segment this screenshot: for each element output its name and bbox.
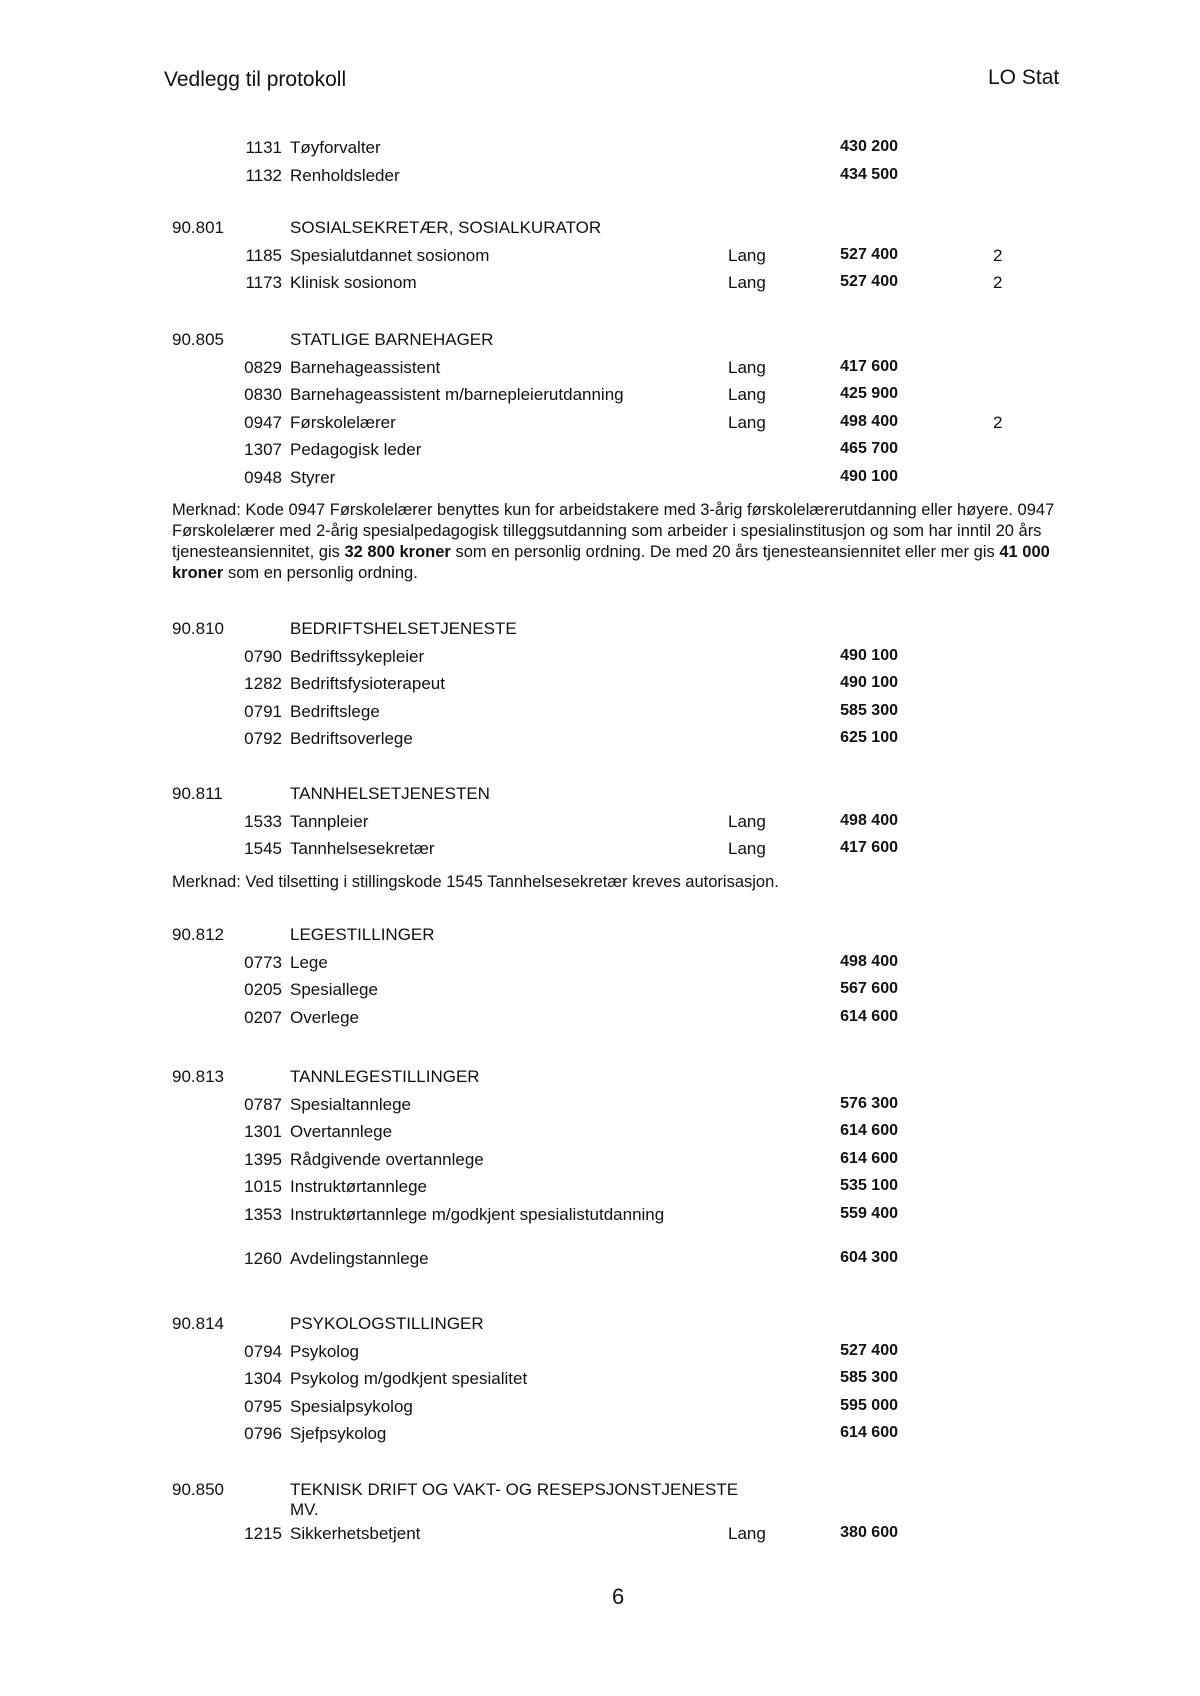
job-title: Tøyforvalter xyxy=(290,138,381,157)
job-code: 0796 xyxy=(244,1424,282,1443)
job-code: 0791 xyxy=(244,701,282,721)
table-row xyxy=(0,1008,1200,1036)
salary-amount: 559 400 xyxy=(840,1204,898,1222)
table-row xyxy=(0,1342,1200,1370)
salary-amount: 417 600 xyxy=(840,839,898,856)
salary-amount: 585 300 xyxy=(840,701,898,719)
salary-amount: 614 600 xyxy=(840,1122,898,1139)
section-header xyxy=(0,218,1200,246)
job-title: Pedagogisk leder xyxy=(290,440,422,459)
job-code: 1353 xyxy=(244,1204,282,1224)
table-row xyxy=(0,440,1200,468)
salary-amount: 498 400 xyxy=(840,952,898,970)
salary-amount: 425 900 xyxy=(840,385,898,402)
section-block xyxy=(0,1067,1200,1276)
job-title: Førskolelærer xyxy=(290,412,396,432)
section-title: LEGESTILLINGER xyxy=(290,925,435,944)
job-code: 0790 xyxy=(244,646,282,666)
salary-amount: 527 400 xyxy=(840,245,898,263)
pay-type: Lang xyxy=(728,412,766,432)
note-text-1: Merknad: Kode 0947 Førskolelærer benyttes kun for arbeidstakere med 3-årig førskolelærerutdanning eller høyere. 0947 Førskolelærer med 2-årig spesialpedagogisk tilleggsutdanning som arbeider i spesialinstitusjon og som har inntil 20 års tjenesteansiennitet, gis xyxy=(172,501,1055,561)
table-row xyxy=(0,1524,1200,1552)
job-title: Overlege xyxy=(290,1007,359,1027)
job-title: Spesialutdannet sosionom xyxy=(290,245,490,265)
job-code: 1132 xyxy=(245,165,282,185)
section-code: 90.814 xyxy=(172,1314,224,1333)
section-code: 90.810 xyxy=(172,619,224,638)
job-code: 1304 xyxy=(244,1369,282,1388)
salary-amount: 535 100 xyxy=(840,1177,898,1194)
table-row xyxy=(0,953,1200,981)
job-code: 0947 xyxy=(244,412,282,432)
job-title: Instruktørtannlege m/godkjent spesialistutdanning xyxy=(290,1204,665,1224)
job-code: 1282 xyxy=(244,674,282,693)
salary-amount: 490 100 xyxy=(840,646,898,664)
salary-amount: 595 000 xyxy=(840,1396,898,1414)
job-code: 1307 xyxy=(244,440,282,459)
table-row xyxy=(0,812,1200,840)
salary-amount: 434 500 xyxy=(840,165,898,183)
salary-amount: 498 400 xyxy=(840,412,898,430)
table-row xyxy=(0,1397,1200,1425)
section-block xyxy=(0,330,1200,495)
job-title: Psykolog xyxy=(290,1341,359,1361)
pay-type: Lang xyxy=(728,357,766,377)
job-title: Bedriftsfysioterapeut xyxy=(290,674,445,693)
section-block xyxy=(0,218,1200,301)
job-title: Bedriftslege xyxy=(290,701,380,721)
section-code: 90.811 xyxy=(172,784,223,803)
section-title: STATLIGE BARNEHAGER xyxy=(290,330,494,349)
note-amount-2: 41 000 kroner xyxy=(172,543,1050,582)
salary-amount: 498 400 xyxy=(840,811,898,829)
section-header xyxy=(0,1314,1200,1342)
job-code: 0830 xyxy=(244,385,282,404)
job-code: 0205 xyxy=(244,980,282,999)
job-code: 1215 xyxy=(244,1524,282,1543)
table-row xyxy=(0,980,1200,1008)
section-title: TANNHELSETJENESTEN xyxy=(290,784,490,803)
job-title: Rådgivende overtannlege xyxy=(290,1149,484,1169)
job-code: 0773 xyxy=(244,952,282,972)
pay-type: Lang xyxy=(728,1524,766,1543)
section-header xyxy=(0,330,1200,358)
job-title: Sjefpsykolog xyxy=(290,1424,387,1443)
salary-amount: 625 100 xyxy=(840,729,898,746)
salary-amount: 380 600 xyxy=(840,1524,898,1541)
table-row xyxy=(0,1122,1200,1150)
section-code: 90.812 xyxy=(172,925,224,944)
salary-amount: 417 600 xyxy=(840,357,898,375)
salary-amount: 585 300 xyxy=(840,1369,898,1386)
job-code: 0792 xyxy=(244,729,282,748)
pay-type: Lang xyxy=(728,839,766,858)
salary-amount: 576 300 xyxy=(840,1094,898,1112)
header-right: LO Stat xyxy=(988,66,1060,89)
pay-type: Lang xyxy=(728,245,766,265)
section-block xyxy=(0,138,1200,193)
salary-amount: 614 600 xyxy=(840,1007,898,1025)
note-tannhelse: Merknad: Ved tilsetting i stillingskode 1545 Tannhelsesekretær kreves autorisasjon. xyxy=(172,873,779,891)
section-block xyxy=(0,1314,1200,1452)
job-code: 1131 xyxy=(245,138,282,157)
note-barnehage xyxy=(172,500,1102,584)
job-code: 1173 xyxy=(245,273,282,292)
note-text-2: som en personlig ordning. De med 20 års tjenesteansiennitet eller mer gis xyxy=(450,543,1000,561)
job-title: Overtannlege xyxy=(290,1122,393,1141)
table-row xyxy=(0,1177,1200,1205)
salary-amount: 567 600 xyxy=(840,980,898,997)
table-row xyxy=(0,1205,1200,1249)
table-row xyxy=(0,1369,1200,1397)
section-block xyxy=(0,619,1200,757)
job-title: Barnehageassistent m/barnepleierutdanning xyxy=(290,385,624,404)
job-title: Psykolog m/godkjent spesialitet xyxy=(290,1369,528,1388)
note-text-3: som en personlig ordning. xyxy=(223,564,418,582)
section-title: BEDRIFTSHELSETJENESTE xyxy=(290,619,517,638)
salary-amount: 490 100 xyxy=(840,467,898,485)
section-header xyxy=(0,784,1200,812)
table-row xyxy=(0,246,1200,274)
salary-amount: 490 100 xyxy=(840,674,898,691)
section-title: SOSIALSEKRETÆR, SOSIALKURATOR xyxy=(290,218,602,237)
job-code: 1395 xyxy=(244,1149,282,1169)
job-title: Spesialpsykolog xyxy=(290,1396,413,1416)
table-row xyxy=(0,385,1200,413)
table-row xyxy=(0,1150,1200,1178)
salary-amount: 604 300 xyxy=(840,1248,898,1266)
salary-amount: 527 400 xyxy=(840,1341,898,1359)
section-code: 90.813 xyxy=(172,1067,224,1086)
table-row xyxy=(0,1095,1200,1123)
table-row xyxy=(0,729,1200,757)
job-title: Renholdsleder xyxy=(290,165,400,185)
section-block xyxy=(0,784,1200,867)
salary-amount: 430 200 xyxy=(840,138,898,155)
section-code: 90.850 xyxy=(172,1480,224,1499)
note-amount-1: 32 800 kroner xyxy=(344,543,451,561)
section-header xyxy=(0,619,1200,647)
job-title: Bedriftssykepleier xyxy=(290,646,425,666)
job-title: Lege xyxy=(290,952,328,972)
note-ref: 2 xyxy=(993,412,1003,432)
job-title: Klinisk sosionom xyxy=(290,273,417,292)
note-ref: 2 xyxy=(993,273,1003,292)
table-row xyxy=(0,702,1200,730)
job-title: Styrer xyxy=(290,467,336,487)
job-code: 0829 xyxy=(244,357,282,377)
salary-amount: 614 600 xyxy=(840,1149,898,1167)
job-title: Tannpleier xyxy=(290,811,369,831)
job-code: 0795 xyxy=(244,1396,282,1416)
job-code: 0787 xyxy=(244,1094,282,1114)
table-row xyxy=(0,358,1200,386)
table-row xyxy=(0,839,1200,867)
job-title: Avdelingstannlege xyxy=(290,1248,429,1268)
job-code: 1260 xyxy=(244,1248,282,1268)
job-title: Spesiallege xyxy=(290,980,378,999)
table-row xyxy=(0,647,1200,675)
job-title: Spesialtannlege xyxy=(290,1094,411,1114)
job-title: Bedriftsoverlege xyxy=(290,729,413,748)
job-title: Tannhelsesekretær xyxy=(290,839,435,858)
pay-type: Lang xyxy=(728,811,766,831)
job-title: Sikkerhetsbetjent xyxy=(290,1524,421,1543)
table-row xyxy=(0,468,1200,496)
section-block xyxy=(0,925,1200,1035)
page-number: 6 xyxy=(612,1584,625,1609)
section-title: TEKNISK DRIFT OG VAKT- OG RESEPSJONSTJENESTE MV. xyxy=(290,1480,739,1519)
job-code: 1015 xyxy=(244,1177,282,1196)
salary-amount: 527 400 xyxy=(840,273,898,290)
job-code: 0794 xyxy=(244,1341,282,1361)
section-header xyxy=(0,1067,1200,1095)
pay-type: Lang xyxy=(728,385,766,404)
table-row xyxy=(0,166,1200,194)
table-row xyxy=(0,273,1200,301)
table-row xyxy=(0,674,1200,702)
table-row xyxy=(0,1249,1200,1277)
pay-type: Lang xyxy=(728,273,766,292)
job-code: 1301 xyxy=(244,1122,282,1141)
job-title: Instruktørtannlege xyxy=(290,1177,428,1196)
job-code: 1545 xyxy=(244,839,282,858)
salary-amount: 614 600 xyxy=(840,1424,898,1441)
section-title: TANNLEGESTILLINGER xyxy=(290,1067,480,1086)
job-code: 1533 xyxy=(244,811,282,831)
section-block xyxy=(0,1480,1200,1552)
note-ref: 2 xyxy=(993,245,1003,265)
table-row xyxy=(0,413,1200,441)
section-header xyxy=(0,1480,1200,1524)
job-code: 0207 xyxy=(244,1007,282,1027)
job-code: 0948 xyxy=(244,467,282,487)
section-header xyxy=(0,925,1200,953)
job-title: Barnehageassistent xyxy=(290,357,441,377)
section-code: 90.805 xyxy=(172,330,224,349)
table-row xyxy=(0,138,1200,166)
table-row xyxy=(0,1424,1200,1452)
section-code: 90.801 xyxy=(172,218,224,237)
salary-amount: 465 700 xyxy=(840,440,898,457)
job-code: 1185 xyxy=(245,245,282,265)
header-left: Vedlegg til protokoll xyxy=(164,68,347,91)
section-title: PSYKOLOGSTILLINGER xyxy=(290,1314,484,1333)
